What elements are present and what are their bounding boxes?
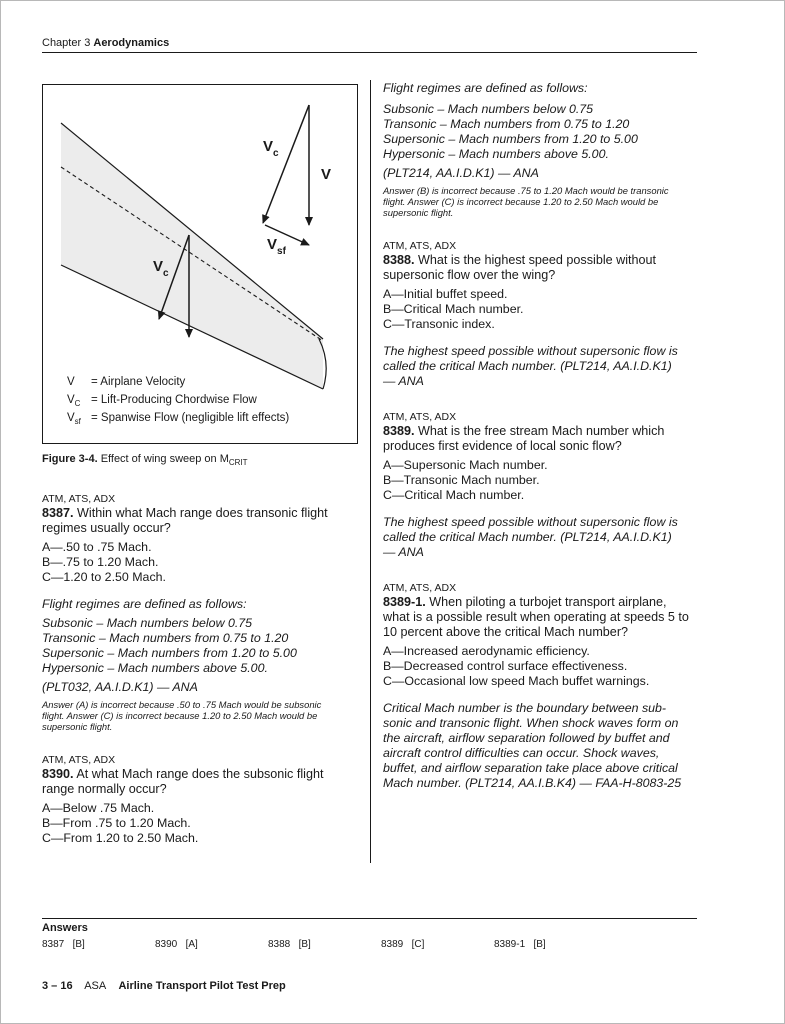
q8389-1-exp-3: the aircraft, airflow separation followed by buffet and: [383, 731, 670, 745]
caption-text: Effect of wing sweep on M: [100, 453, 229, 465]
top-exp-2: Transonic – Mach numbers from 0.75 to 1.20: [383, 117, 630, 131]
q8387-exp-4: Hypersonic – Mach numbers above 5.00.: [42, 661, 268, 675]
book-title: Airline Transport Pilot Test Prep: [118, 980, 286, 992]
chapter-label: Chapter 3: [42, 37, 91, 49]
q8389-stem: 8389. What is the free stream Mach number which: [383, 424, 665, 438]
top-exp-3: Supersonic – Mach numbers from 1.20 to 5.00: [383, 132, 638, 146]
q8387-choice-a: A—.50 to .75 Mach.: [42, 540, 152, 554]
wing-sweep-diagram: [43, 85, 357, 443]
answer-item: 8387 [B]: [42, 939, 85, 950]
q8390-choice-c: C—From 1.20 to 2.50 Mach.: [42, 831, 199, 845]
q8388-exp-3: — ANA: [383, 374, 424, 388]
q8389-exp-1: The highest speed possible without supersonic flow is: [383, 515, 678, 529]
q8388-tags: ATM, ATS, ADX: [383, 240, 457, 252]
top-exp-intro: Flight regimes are defined as follows:: [383, 81, 588, 95]
answer-item: 8388 [B]: [268, 939, 311, 950]
q8389-1-exp-6: Mach number. (PLT214, AA.I.B.K4) — FAA-H-8083-25: [383, 776, 682, 790]
q8388-stem: 8388. What is the highest speed possible without: [383, 253, 657, 267]
answers-title: Answers: [42, 922, 88, 934]
top-ref: (PLT214, AA.I.D.K1) — ANA: [383, 166, 539, 180]
q8389-choice-c: C—Critical Mach number.: [383, 488, 525, 502]
q8387-note-1: Answer (A) is incorrect because .50 to .75 Mach would be subsonic: [42, 699, 322, 710]
q8387-choice-b: B—.75 to 1.20 Mach.: [42, 555, 159, 569]
q8389-choice-a: A—Supersonic Mach number.: [383, 458, 548, 472]
q8388-exp-2: called the critical Mach number. (PLT214, AA.I.D.K1): [383, 359, 672, 373]
q8389-1-exp-5: buffet, and airflow separation take place above critical: [383, 761, 678, 775]
label-vsf: $V_{sf}$: [267, 236, 286, 257]
q8387-stem: 8387. Within what Mach range does transonic flight: [42, 506, 328, 520]
legend-row-3: $V_{sf}$ = Spanwise Flow (negligible lift effects): [67, 412, 290, 426]
q8388-choice-a: A—Initial buffet speed.: [383, 287, 508, 301]
q8388-stem-2: supersonic flow over the wing?: [383, 268, 556, 282]
q8389-choice-b: B—Transonic Mach number.: [383, 473, 540, 487]
caption-label: Figure 3-4.: [42, 453, 98, 465]
top-note-2: flight. Answer (C) is incorrect because 1.20 to 2.50 Mach would be: [383, 196, 659, 207]
q8387-exp-intro: Flight regimes are defined as follows:: [42, 597, 247, 611]
right-column: [383, 81, 701, 791]
q8389-1-tags: ATM, ATS, ADX: [383, 582, 457, 594]
q8387-exp-2: Transonic – Mach numbers from 0.75 to 1.20: [42, 631, 289, 645]
q8388-exp-1: The highest speed possible without supersonic flow is: [383, 344, 678, 358]
label-vc-top: $V_c$: [263, 138, 279, 159]
chapter-header: [42, 37, 169, 49]
q8390-stem: 8390. At what Mach range does the subsonic flight: [42, 767, 324, 781]
q8390-choice-b: B—From .75 to 1.20 Mach.: [42, 816, 191, 830]
caption-sub: CRIT: [228, 458, 248, 468]
chapter-title: Aerodynamics: [93, 37, 170, 49]
q8389-1-choice-c: C—Occasional low speed Mach buffet warnings.: [383, 674, 650, 688]
chordwise-flow-arrow: [263, 105, 309, 223]
q8387-note-3: supersonic flight.: [42, 721, 113, 732]
top-exp-4: Hypersonic – Mach numbers above 5.00.: [383, 147, 609, 161]
answers-rule: [42, 918, 697, 919]
q8389-1-stem: 8389-1. When piloting a turbojet transport airplane,: [383, 595, 667, 609]
page-number: 3 – 16: [42, 980, 73, 992]
q8387-exp-3: Supersonic – Mach numbers from 1.20 to 5.00: [42, 646, 297, 660]
q8389-1-exp-2: sonic and transonic flight. When shock waves form on: [383, 716, 679, 730]
q8389-tags: ATM, ATS, ADX: [383, 411, 457, 423]
q8389-1-stem-2: what is a possible result when operating at speeds 5 to: [383, 610, 689, 624]
q8387-stem-2: regimes usually occur?: [42, 521, 171, 535]
q8389-1-exp-1: Critical Mach number is the boundary between sub-: [383, 701, 667, 715]
q8389-1-choice-b: B—Decreased control surface effectiveness.: [383, 659, 628, 673]
q8390-choice-a: A—Below .75 Mach.: [42, 801, 155, 815]
figure-caption: [42, 453, 248, 467]
q8389-exp-2: called the critical Mach number. (PLT214, AA.I.D.K1): [383, 530, 672, 544]
column-divider: [370, 80, 371, 863]
q8389-1-exp-4: aircraft control difficulties can occur. Shock waves,: [383, 746, 660, 760]
top-note-3: supersonic flight.: [383, 207, 454, 218]
q8387-note-2: flight. Answer (C) is incorrect because 1.20 to 2.50 Mach would be: [42, 710, 318, 721]
q8388-choice-b: B—Critical Mach number.: [383, 302, 524, 316]
top-note-1: Answer (B) is incorrect because .75 to 1.20 Mach would be transonic: [383, 185, 669, 196]
q8390-stem-2: range normally occur?: [42, 782, 167, 796]
q8388-choice-c: C—Transonic index.: [383, 317, 495, 331]
q8390-tags: ATM, ATS, ADX: [42, 754, 116, 766]
figure-wing-sweep: [42, 84, 358, 444]
q8387-exp-1: Subsonic – Mach numbers below 0.75: [42, 616, 253, 630]
label-v: V: [321, 166, 332, 183]
answer-item: 8389-1 [B]: [494, 939, 546, 950]
answer-item: 8390 [A]: [155, 939, 198, 950]
header-rule: [42, 52, 697, 53]
q8389-exp-3: — ANA: [383, 545, 424, 559]
legend-row-2: $V_C$ = Lift-Producing Chordwise Flow: [67, 394, 257, 408]
q8389-1-stem-3: 10 percent above the critical Mach number?: [383, 625, 629, 639]
top-exp-1: Subsonic – Mach numbers below 0.75: [383, 102, 594, 116]
label-vc-lower: $V_c$: [153, 258, 169, 279]
page-footer: [42, 980, 286, 992]
q8389-stem-2: produces first evidence of local sonic flow?: [383, 439, 622, 453]
q8387-choice-c: C—1.20 to 2.50 Mach.: [42, 570, 166, 584]
legend-row-1: V = Airplane Velocity: [67, 376, 186, 388]
q8387-tags: ATM, ATS, ADX: [42, 493, 116, 505]
answer-item: 8389 [C]: [381, 939, 425, 950]
q8387-ref: (PLT032, AA.I.D.K1) — ANA: [42, 680, 198, 694]
left-column: [42, 493, 360, 846]
publisher: ASA: [84, 980, 107, 992]
q8389-1-choice-a: A—Increased aerodynamic efficiency.: [383, 644, 590, 658]
figure-legend: [67, 376, 289, 426]
